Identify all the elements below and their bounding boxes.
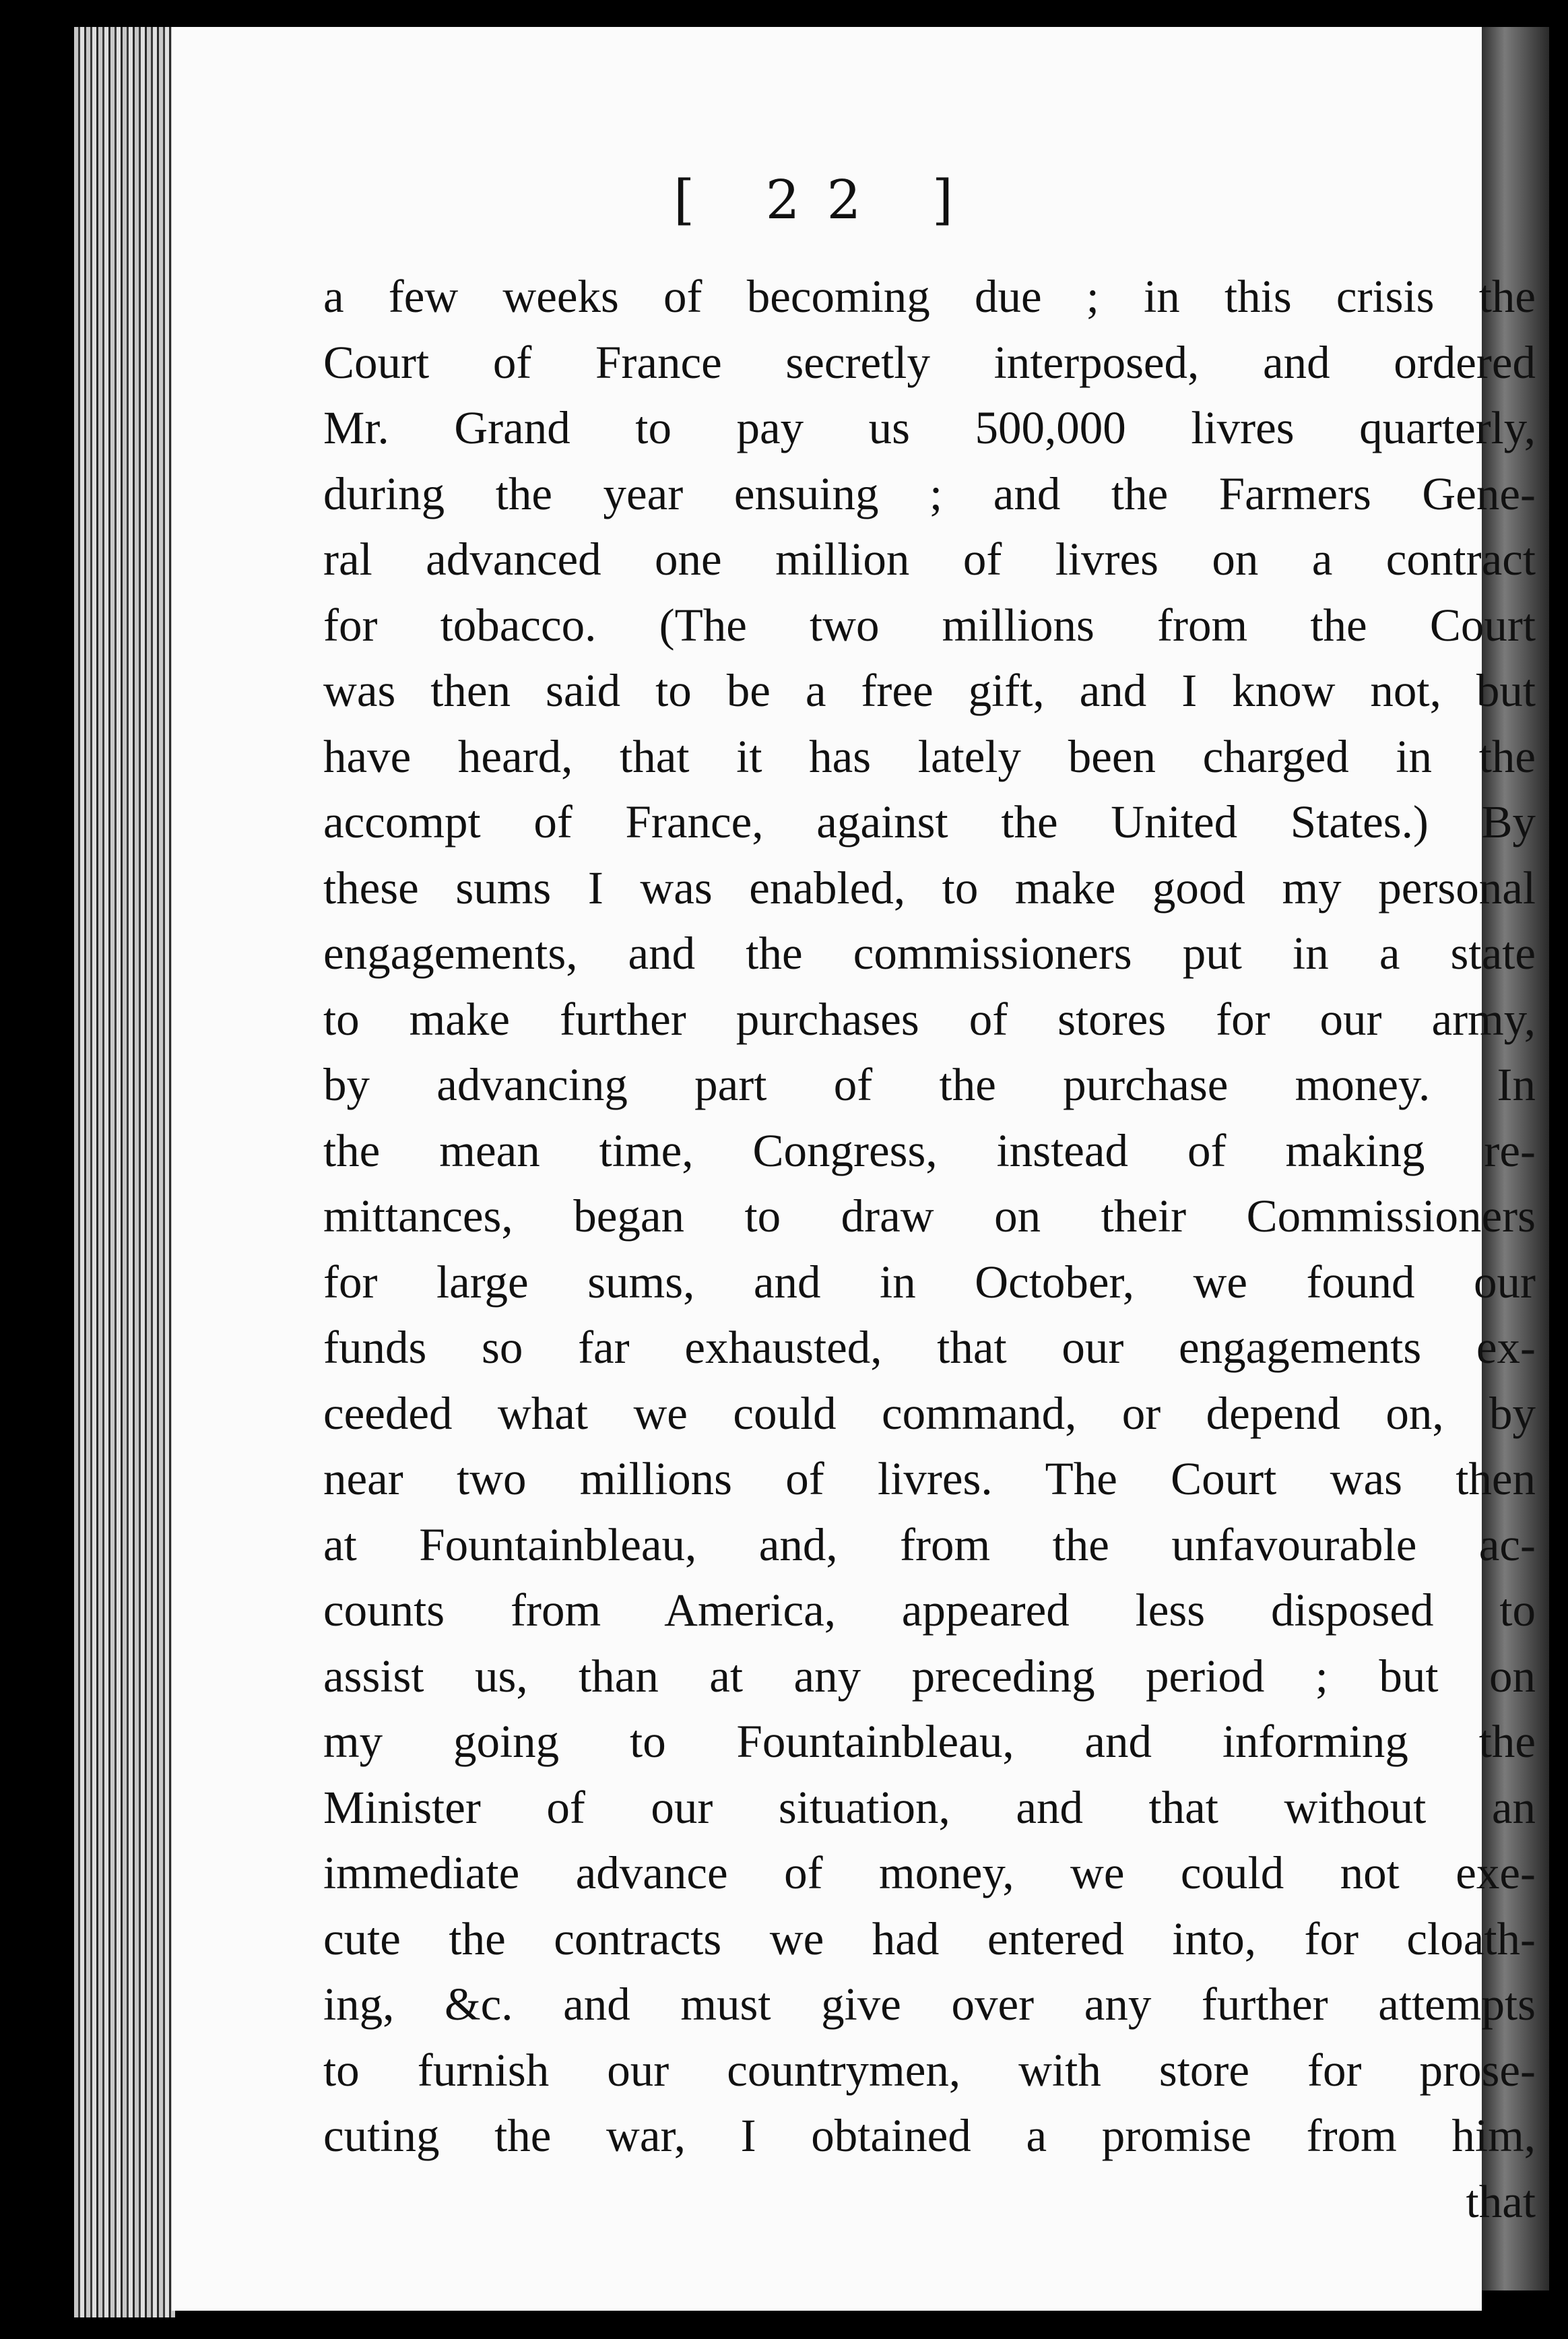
text-line: have heard, that it has lately been charged in the [323, 730, 1536, 782]
text-line: to furnish our countrymen, with store for prose- [323, 2044, 1536, 2096]
catchword: that [1466, 2175, 1536, 2227]
text-line: accompt of France, against the United States.) By [323, 796, 1536, 847]
text-line: counts from America, appeared less disposed to [323, 1584, 1536, 1636]
text-line: Minister of our situation, and that without an [323, 1781, 1536, 1833]
text-line: immediate advance of money, we could not exe- [323, 1847, 1536, 1898]
page-edges [74, 27, 175, 2317]
book-page [172, 27, 1536, 2311]
text-line: funds so far exhausted, that our engagements ex- [323, 1322, 1536, 1373]
page-number: [ 22 ] [673, 168, 981, 231]
text-line: assist us, than at any preceding period ; but on [323, 1650, 1536, 1702]
text-line: at Fountainbleau, and, from the unfavourable ac- [323, 1518, 1536, 1570]
text-line: ing, &c. and must give over any further attempts [323, 1979, 1536, 2030]
text-line: Court of France secretly interposed, and ordered [323, 336, 1536, 388]
text-line: the mean time, Congress, instead of making re- [323, 1124, 1536, 1176]
text-line: was then said to be a free gift, and I know not, but [323, 665, 1536, 716]
text-line: Mr. Grand to pay us 500,000 livres quarterly, [323, 402, 1536, 453]
text-line: cuting the war, I obtained a promise from him, [323, 2110, 1536, 2161]
text-line: during the year ensuing ; and the Farmers Gene- [323, 468, 1536, 519]
text-line: ral advanced one million of livres on a contract [323, 534, 1536, 585]
text-line: near two millions of livres. The Court was then [323, 1453, 1536, 1504]
text-line: my going to Fountainbleau, and informing the [323, 1716, 1536, 1767]
text-line: these sums I was enabled, to make good my personal [323, 862, 1536, 914]
text-line: cute the contracts we had entered into, for cloath- [323, 1913, 1536, 1964]
text-line: ceeded what we could command, or depend on, by [323, 1387, 1536, 1439]
text-line: for large sums, and in October, we found our [323, 1256, 1536, 1308]
text-line: engagements, and the commissioners put in a state [323, 928, 1536, 979]
text-line: for tobacco. (The two millions from the Court [323, 599, 1536, 651]
text-line: a few weeks of becoming due ; in this crisis the [323, 271, 1536, 322]
text-line: mittances, began to draw on their Commissioners [323, 1190, 1536, 1242]
text-line: to make further purchases of stores for our army, [323, 993, 1536, 1045]
text-line: by advancing part of the purchase money. In [323, 1059, 1536, 1110]
body-text [323, 264, 1549, 2235]
